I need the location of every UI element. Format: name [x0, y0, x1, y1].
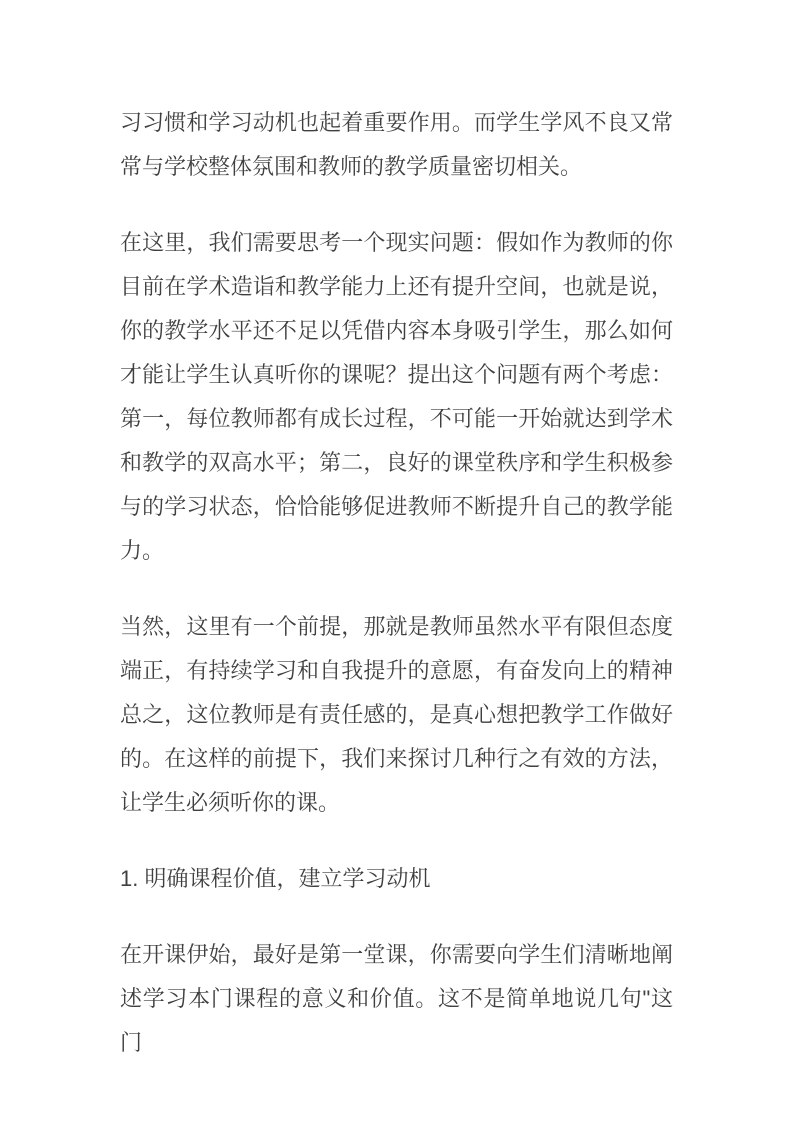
- body-paragraph: 习习惯和学习动机也起着重要作用。而学生学风不良又常常与学校整体氛围和教师的教学质量密切相关。: [120, 110, 673, 179]
- body-paragraph: 在开课伊始，最好是第一堂课，你需要向学生们清晰地阐述学习本门课程的意义和价值。这不是简单地说几句"这门: [120, 942, 673, 1055]
- body-paragraph: 当然，这里有一个前提，那就是教师虽然水平有限但态度端正，有持续学习和自我提升的意愿，有奋发向上的精神总之，这位教师是有责任感的，是真心想把教学工作做好的。在这样的前提下，我们来探讨几种行之有效的方法，让学生必须听你的课。: [120, 614, 673, 815]
- body-paragraph: 在这里，我们需要思考一个现实问题：假如作为教师的你目前在学术造诣和教学能力上还有提升空间，也就是说，你的教学水平还不足以凭借内容本身吸引学生，那么如何才能让学生认真听你的课呢？提出这个问题有两个考虑：第一，每位教师都有成长过程，不可能一开始就达到学术和教学的双高水平；第二，良好的课堂秩序和学生积极参与的学习状态，恰恰能够促进教师不断提升自己的教学能力。: [120, 230, 673, 563]
- section-heading: 1. 明确课程价值，建立学习动机: [120, 866, 431, 891]
- article-page: [120, 101, 673, 1065]
